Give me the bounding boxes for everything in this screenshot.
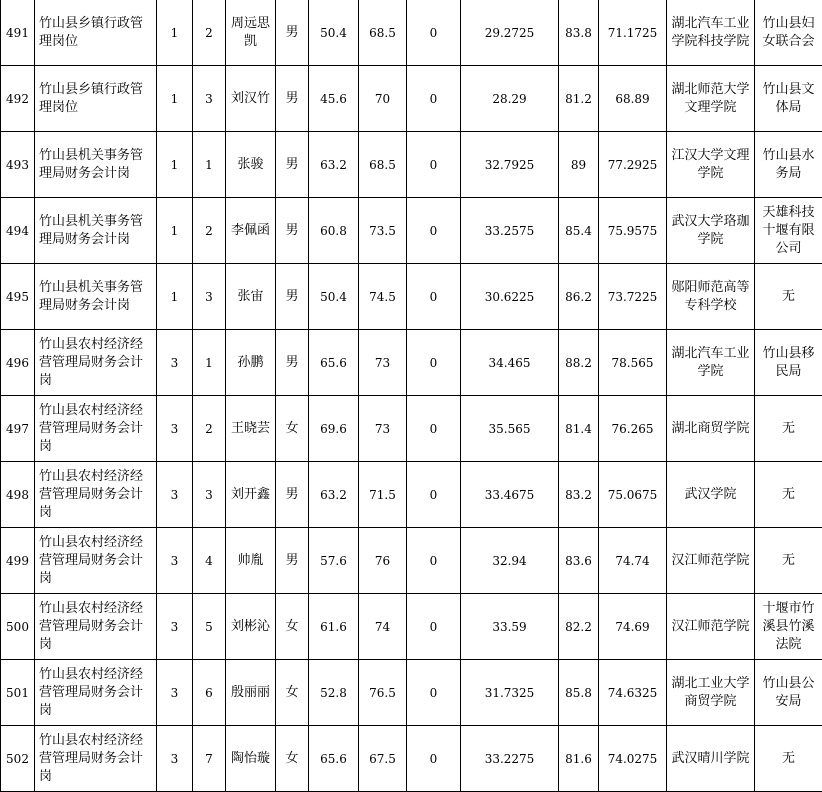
cell-name: 刘汉竹: [226, 66, 276, 132]
cell-rank: 5: [193, 594, 226, 660]
cell-school: 郧阳师范高等专科学校: [667, 264, 755, 330]
cell-total-score: 75.9575: [599, 198, 667, 264]
table-body: [1, 0, 822, 792]
cell-total-score: 71.1725: [599, 0, 667, 66]
cell-weighted-score: 32.7925: [461, 132, 559, 198]
cell-written-score: 45.6: [309, 66, 359, 132]
cell-school: 武汉大学珞珈学院: [667, 198, 755, 264]
cell-name: 周远思凯: [226, 0, 276, 66]
cell-written-score: 69.6: [309, 396, 359, 462]
cell-gender: 女: [276, 396, 309, 462]
cell-gender: 男: [276, 66, 309, 132]
cell-total-score: 74.6325: [599, 660, 667, 726]
cell-written-score: 65.6: [309, 330, 359, 396]
cell-seq: 493: [1, 132, 35, 198]
cell-interview-score: 68.5: [359, 0, 407, 66]
cell-plan: 1: [157, 132, 193, 198]
cell-name: 孙鹏: [226, 330, 276, 396]
cell-interview-score: 73.5: [359, 198, 407, 264]
cell-position: 竹山县乡镇行政管理岗位: [35, 66, 157, 132]
cell-employer: 竹山县妇女联合会: [755, 0, 822, 66]
cell-name: 张骏: [226, 132, 276, 198]
cell-school: 汉江师范学院: [667, 528, 755, 594]
cell-weighted-score: 30.6225: [461, 264, 559, 330]
cell-gender: 女: [276, 726, 309, 792]
cell-bonus: 0: [407, 726, 461, 792]
cell-rank: 4: [193, 528, 226, 594]
cell-weighted-score: 29.2725: [461, 0, 559, 66]
cell-position: 竹山县农村经济经营管理局财务会计岗: [35, 594, 157, 660]
cell-position: 竹山县农村经济经营管理局财务会计岗: [35, 396, 157, 462]
cell-total-score: 78.565: [599, 330, 667, 396]
cell-employer: 竹山县移民局: [755, 330, 822, 396]
cell-name: 帅胤: [226, 528, 276, 594]
cell-written-score: 63.2: [309, 462, 359, 528]
cell-position: 竹山县机关事务管理局财务会计岗: [35, 132, 157, 198]
cell-school: 江汉大学文理学院: [667, 132, 755, 198]
cell-gender: 女: [276, 660, 309, 726]
cell-rank: 6: [193, 660, 226, 726]
table-row: [1, 726, 822, 792]
cell-school: 汉江师范学院: [667, 594, 755, 660]
cell-total-score: 73.7225: [599, 264, 667, 330]
cell-written-score: 50.4: [309, 0, 359, 66]
cell-employer: 无: [755, 726, 822, 792]
cell-employer: 无: [755, 462, 822, 528]
cell-name: 殷丽丽: [226, 660, 276, 726]
cell-name: 王晓芸: [226, 396, 276, 462]
cell-interview-score: 71.5: [359, 462, 407, 528]
cell-total-score: 68.89: [599, 66, 667, 132]
cell-position: 竹山县农村经济经营管理局财务会计岗: [35, 462, 157, 528]
cell-name: 张宙: [226, 264, 276, 330]
cell-bonus: 0: [407, 66, 461, 132]
cell-bonus: 0: [407, 0, 461, 66]
table-row: [1, 528, 822, 594]
table-row: [1, 132, 822, 198]
cell-rank: 3: [193, 264, 226, 330]
cell-position: 竹山县农村经济经营管理局财务会计岗: [35, 726, 157, 792]
cell-weighted-score: 33.2275: [461, 726, 559, 792]
cell-second-score: 86.2: [559, 264, 599, 330]
cell-seq: 498: [1, 462, 35, 528]
cell-interview-score: 73: [359, 396, 407, 462]
cell-total-score: 74.74: [599, 528, 667, 594]
cell-weighted-score: 33.59: [461, 594, 559, 660]
table-row: [1, 330, 822, 396]
cell-school: 武汉晴川学院: [667, 726, 755, 792]
cell-bonus: 0: [407, 660, 461, 726]
cell-written-score: 65.6: [309, 726, 359, 792]
cell-weighted-score: 34.465: [461, 330, 559, 396]
cell-plan: 3: [157, 660, 193, 726]
cell-employer: 无: [755, 396, 822, 462]
cell-employer: 天雄科技十堰有限公司: [755, 198, 822, 264]
cell-seq: 501: [1, 660, 35, 726]
cell-second-score: 83.8: [559, 0, 599, 66]
cell-rank: 3: [193, 462, 226, 528]
cell-bonus: 0: [407, 132, 461, 198]
cell-plan: 3: [157, 330, 193, 396]
cell-weighted-score: 31.7325: [461, 660, 559, 726]
cell-seq: 494: [1, 198, 35, 264]
table-row: [1, 660, 822, 726]
cell-second-score: 85.4: [559, 198, 599, 264]
cell-written-score: 60.8: [309, 198, 359, 264]
cell-written-score: 57.6: [309, 528, 359, 594]
cell-seq: 497: [1, 396, 35, 462]
cell-gender: 男: [276, 198, 309, 264]
cell-bonus: 0: [407, 462, 461, 528]
table-row: [1, 264, 822, 330]
cell-rank: 2: [193, 0, 226, 66]
cell-school: 湖北工业大学商贸学院: [667, 660, 755, 726]
cell-bonus: 0: [407, 528, 461, 594]
cell-interview-score: 76: [359, 528, 407, 594]
cell-rank: 7: [193, 726, 226, 792]
cell-plan: 3: [157, 396, 193, 462]
cell-plan: 1: [157, 198, 193, 264]
cell-plan: 3: [157, 462, 193, 528]
cell-school: 湖北汽车工业学院: [667, 330, 755, 396]
cell-total-score: 77.2925: [599, 132, 667, 198]
cell-bonus: 0: [407, 330, 461, 396]
table-row: [1, 0, 822, 66]
cell-bonus: 0: [407, 264, 461, 330]
cell-plan: 1: [157, 66, 193, 132]
cell-written-score: 63.2: [309, 132, 359, 198]
cell-second-score: 83.6: [559, 528, 599, 594]
table-row: [1, 462, 822, 528]
cell-interview-score: 74: [359, 594, 407, 660]
cell-total-score: 75.0675: [599, 462, 667, 528]
cell-bonus: 0: [407, 594, 461, 660]
cell-bonus: 0: [407, 198, 461, 264]
cell-rank: 1: [193, 330, 226, 396]
cell-seq: 500: [1, 594, 35, 660]
cell-gender: 男: [276, 462, 309, 528]
cell-position: 竹山县乡镇行政管理岗位: [35, 0, 157, 66]
cell-gender: 男: [276, 528, 309, 594]
cell-rank: 1: [193, 132, 226, 198]
cell-rank: 2: [193, 198, 226, 264]
cell-interview-score: 68.5: [359, 132, 407, 198]
cell-seq: 502: [1, 726, 35, 792]
cell-position: 竹山县农村经济经营管理局财务会计岗: [35, 528, 157, 594]
cell-school: 武汉学院: [667, 462, 755, 528]
table-row: [1, 198, 822, 264]
cell-second-score: 81.2: [559, 66, 599, 132]
cell-weighted-score: 33.4675: [461, 462, 559, 528]
cell-employer: 无: [755, 528, 822, 594]
cell-employer: 竹山县水务局: [755, 132, 822, 198]
cell-plan: 1: [157, 0, 193, 66]
cell-name: 陶怡璇: [226, 726, 276, 792]
cell-total-score: 74.69: [599, 594, 667, 660]
cell-rank: 2: [193, 396, 226, 462]
cell-weighted-score: 28.29: [461, 66, 559, 132]
cell-name: 刘开鑫: [226, 462, 276, 528]
cell-school: 湖北汽车工业学院科技学院: [667, 0, 755, 66]
cell-total-score: 76.265: [599, 396, 667, 462]
cell-written-score: 52.8: [309, 660, 359, 726]
cell-gender: 男: [276, 0, 309, 66]
cell-employer: 竹山县文体局: [755, 66, 822, 132]
cell-weighted-score: 33.2575: [461, 198, 559, 264]
cell-name: 李佩函: [226, 198, 276, 264]
cell-second-score: 89: [559, 132, 599, 198]
cell-school: 湖北师范大学文理学院: [667, 66, 755, 132]
cell-second-score: 83.2: [559, 462, 599, 528]
cell-interview-score: 70: [359, 66, 407, 132]
cell-second-score: 81.6: [559, 726, 599, 792]
cell-weighted-score: 35.565: [461, 396, 559, 462]
cell-gender: 男: [276, 264, 309, 330]
cell-seq: 492: [1, 66, 35, 132]
cell-interview-score: 67.5: [359, 726, 407, 792]
cell-bonus: 0: [407, 396, 461, 462]
cell-plan: 3: [157, 594, 193, 660]
cell-seq: 499: [1, 528, 35, 594]
cell-interview-score: 76.5: [359, 660, 407, 726]
cell-seq: 491: [1, 0, 35, 66]
cell-second-score: 88.2: [559, 330, 599, 396]
cell-employer: 无: [755, 264, 822, 330]
table-row: [1, 594, 822, 660]
cell-employer: 竹山县公安局: [755, 660, 822, 726]
cell-rank: 3: [193, 66, 226, 132]
cell-plan: 3: [157, 528, 193, 594]
cell-interview-score: 74.5: [359, 264, 407, 330]
cell-gender: 男: [276, 132, 309, 198]
cell-position: 竹山县农村经济经营管理局财务会计岗: [35, 330, 157, 396]
cell-written-score: 61.6: [309, 594, 359, 660]
cell-weighted-score: 32.94: [461, 528, 559, 594]
cell-seq: 496: [1, 330, 35, 396]
cell-second-score: 85.8: [559, 660, 599, 726]
table-row: [1, 396, 822, 462]
cell-school: 湖北商贸学院: [667, 396, 755, 462]
cell-total-score: 74.0275: [599, 726, 667, 792]
cell-interview-score: 73: [359, 330, 407, 396]
cell-employer: 十堰市竹溪县竹溪法院: [755, 594, 822, 660]
cell-gender: 女: [276, 594, 309, 660]
cell-gender: 男: [276, 330, 309, 396]
table-row: [1, 66, 822, 132]
cell-name: 刘彬沁: [226, 594, 276, 660]
cell-second-score: 81.4: [559, 396, 599, 462]
cell-position: 竹山县机关事务管理局财务会计岗: [35, 198, 157, 264]
cell-plan: 3: [157, 726, 193, 792]
cell-written-score: 50.4: [309, 264, 359, 330]
cell-second-score: 82.2: [559, 594, 599, 660]
cell-plan: 1: [157, 264, 193, 330]
cell-seq: 495: [1, 264, 35, 330]
cell-position: 竹山县农村经济经营管理局财务会计岗: [35, 660, 157, 726]
cell-position: 竹山县机关事务管理局财务会计岗: [35, 264, 157, 330]
